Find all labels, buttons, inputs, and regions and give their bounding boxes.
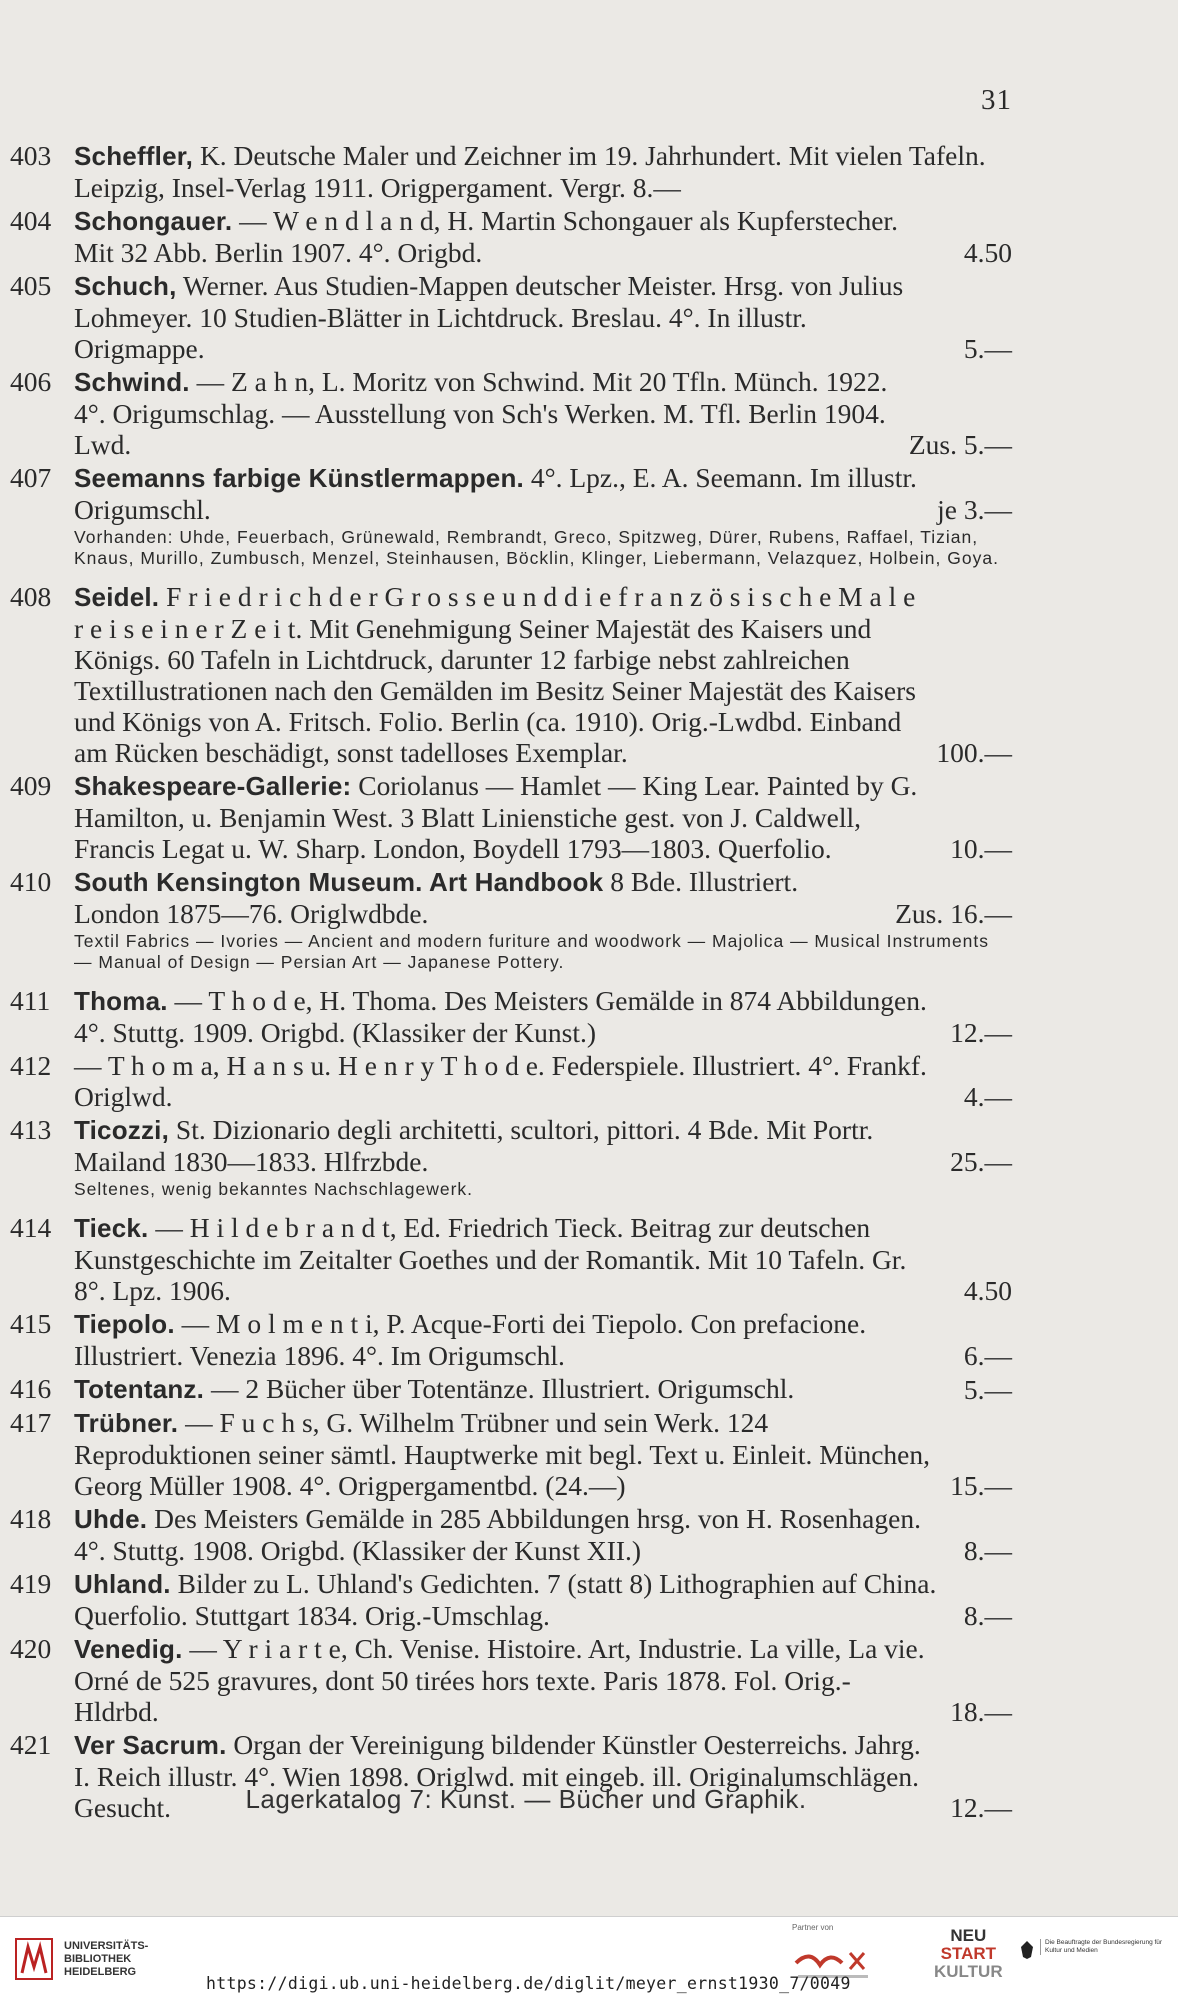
entry-price: 18.— [950, 1696, 1012, 1727]
catalog-entry [10, 1503, 1012, 1566]
entry-price: 6.— [963, 1340, 1012, 1371]
entry-number: 415 [10, 1308, 52, 1339]
entry-author: Trübner. [74, 1408, 179, 1438]
catalog-entry [10, 866, 1012, 929]
entry-number: 409 [10, 770, 52, 801]
entry-description: St. Dizionario degli architetti, scultori, pittori. 4 Bde. Mit Portr. Mailand 1830—1833. Hlfrzbde. [74, 1114, 874, 1177]
entry-author: Seemanns farbige Künstlermappen. [74, 463, 524, 493]
entry-author: Schongauer. [74, 206, 233, 236]
entry-price: 10.— [950, 833, 1012, 864]
entry-number: 417 [10, 1407, 52, 1438]
uni-logo-line-1: UNIVERSITÄTS- [64, 1939, 149, 1952]
entry-author: Tiepolo. [74, 1309, 175, 1339]
entry-price: 25.— [950, 1146, 1012, 1177]
entry-number: 413 [10, 1114, 52, 1145]
entry-author: Shakespeare-Gallerie: [74, 771, 352, 801]
entry-price: 4.50 [963, 1275, 1012, 1306]
catalog-entry [10, 770, 1012, 864]
entry-description: K. Deutsche Maler und Zeichner im 19. Jahrhundert. Mit vielen Tafeln. Leipzig, Insel-Verlag 1911. Origpergament. Vergr. 8.— [74, 140, 986, 203]
source-url-link[interactable]: https://digi.ub.uni-heidelberg.de/diglit/meyer_ernst1930_7/0049 [206, 1974, 851, 1993]
entry-author: Totentanz. [74, 1374, 205, 1404]
entry-description: Organ der Vereinigung bildender Künstler Oesterreichs. Jahrg. I. Reich illustr. 4°. Wien 1898. Origlwd. mit eingeb. ill. Originalumschlägen. Gesucht. [74, 1729, 921, 1823]
entry-note: Seltenes, wenig bekanntes Nachschlagewerk. [74, 1179, 474, 1199]
entry-number: 414 [10, 1212, 52, 1243]
entry-number: 410 [10, 866, 52, 897]
entry-number: 421 [10, 1729, 52, 1760]
entry-number: 412 [10, 1050, 52, 1081]
entry-number: 419 [10, 1568, 52, 1599]
page-number: 31 [981, 84, 1012, 116]
entry-description: — H i l d e b r a n d t, Ed. Friedrich Tieck. Beitrag zur deutschen Kunstgeschichte im Zeitalter Goethes und der Romantik. Mit 10 Tafeln. Gr. 8°. Lpz. 1906. [74, 1212, 907, 1306]
entry-number: 407 [10, 462, 52, 493]
entry-price: je 3.— [937, 494, 1012, 525]
neu-label: NEU [950, 1926, 987, 1945]
entry-description: — M o l m e n t i, P. Acque-Forti dei Tiepolo. Con prefacione. Illustriert. Venezia 1896. 4°. Im Origumschl. [74, 1308, 867, 1371]
entry-price: 8.— [963, 1600, 1012, 1631]
entry-price: Zus. 5.— [908, 429, 1012, 460]
entry-author: Seidel. [74, 582, 160, 612]
partner-label: Partner von [792, 1923, 834, 1932]
entry-number: 408 [10, 581, 52, 612]
catalog-entry [10, 1114, 1012, 1177]
entry-number: 411 [10, 985, 51, 1016]
entry-note: Textil Fabrics — Ivories — Ancient and modern furiture and woodwork — Majolica — Musical Instruments — Manual of Design — Persian Art — Japanese Pottery. [74, 931, 990, 972]
bkm-text: Die Beauftragte der Bundesregierung für Kultur und Medien [1040, 1939, 1163, 1955]
catalog-entry [10, 205, 1012, 268]
entry-number: 420 [10, 1633, 52, 1664]
catalog-footer-caption: Lagerkatalog 7: Kunst. — Bücher und Graphik. [245, 1784, 807, 1814]
catalog-entry [10, 1407, 1012, 1501]
catalog-entries [10, 140, 1012, 1825]
entry-price: 12.— [950, 1792, 1012, 1823]
entry-price: 5.— [963, 1374, 1012, 1405]
entry-description: — 2 Bücher über Totentänze. Illustriert. Origumschl. [210, 1373, 795, 1404]
entry-author: Schuch, [74, 271, 177, 301]
start-label: START [940, 1944, 997, 1963]
entry-author: Tieck. [74, 1213, 149, 1243]
university-library-logo[interactable] [14, 1937, 148, 1981]
kultur-label: KULTUR [934, 1962, 1003, 1981]
bkm-logo[interactable] [1018, 1939, 1163, 1961]
entry-description: F r i e d r i c h d e r G r o s s e u n d d i e f r a n z ö s i s c h e M a l e r e i s e i n e r Z e i t. Mit Genehmigung Seiner Majestät des Kaisers und Königs. 60 Tafeln in Lichtdruck, darunter 12 farbige nebst zahlreichen Textillustrationen nach den Gemälden im Besitz Seiner Majestät des Kaisers und Königs von A. Fritsch. Folio. Berlin (ca. 1910). Orig.-Lwdbd. Einband am Rücken beschädigt, sonst tadelloses Exemplar. [74, 581, 916, 768]
entry-description: — F u c h s, G. Wilhelm Trübner und sein Werk. 124 Reproduktionen seiner sämtl. Hauptwerke mit begl. Text u. Einleit. München, Georg Müller 1908. 4°. Origpergamentbd. (24.—) [74, 1407, 930, 1501]
university-library-logo-icon [14, 1937, 54, 1981]
catalog-entry [10, 1568, 1012, 1631]
entry-price: 15.— [950, 1470, 1012, 1501]
entry-author: Scheffler, [74, 141, 194, 171]
catalog-entry [10, 366, 1012, 460]
entry-description: Coriolanus — Hamlet — King Lear. Painted by G. Hamilton, u. Benjamin West. 3 Blatt Linienstiche gest. von J. Caldwell, Francis Legat u. W. Sharp. London, Boydell 1793—1803. Querfolio. [74, 770, 918, 864]
federal-eagle-icon [1018, 1939, 1036, 1961]
catalog-entry [10, 1050, 1012, 1112]
catalog-entry [10, 270, 1012, 364]
entry-description: — W e n d l a n d, H. Martin Schongauer als Kupferstecher. Mit 32 Abb. Berlin 1907. 4°. Origbd. [74, 205, 898, 268]
entry-description: 8 Bde. Illustriert. London 1875—76. Origlwdbde. [74, 866, 799, 929]
entry-price: 100.— [936, 737, 1012, 768]
entry-description: — T h o m a, H a n s u. H e n r y T h o d e. Federspiele. Illustriert. 4°. Frankf. Origlwd. [74, 1050, 927, 1112]
entry-author: Uhland. [74, 1569, 171, 1599]
entry-author: Thoma. [74, 986, 168, 1016]
entry-description: 4°. Lpz., E. A. Seemann. Im illustr. Origumschl. [74, 462, 917, 525]
catalog-entry [10, 140, 1012, 203]
entry-number: 405 [10, 270, 52, 301]
entry-author: South Kensington Museum. Art Handbook [74, 867, 604, 897]
catalog-entry [10, 581, 1012, 768]
entry-description: — Y r i a r t e, Ch. Venise. Histoire. Art, Industrie. La ville, La vie. Orné de 525 gravures, dont 50 tirées hors texte. Paris 1878. Fol. Orig.-Hldrbd. [74, 1633, 925, 1727]
catalog-entry [10, 1212, 1012, 1306]
entry-number: 406 [10, 366, 52, 397]
entry-number: 416 [10, 1373, 52, 1404]
entry-description: — Z a h n, L. Moritz von Schwind. Mit 20 Tfln. Münch. 1922. 4°. Origumschlag. — Ausstellung von Sch's Werken. M. Tfl. Berlin 1904. Lwd. [74, 366, 888, 460]
entry-number: 404 [10, 205, 52, 236]
entry-description: Bilder zu L. Uhland's Gedichten. 7 (statt 8) Lithographien auf China. Querfolio. Stuttgart 1834. Orig.-Umschlag. [74, 1568, 937, 1631]
entry-note: Vorhanden: Uhde, Feuerbach, Grünewald, Rembrandt, Greco, Spitzweg, Dürer, Rubens, Raffael, Tizian, Knaus, Murillo, Zumbusch, Menzel, Steinhausen, Böcklin, Klinger, Liebermann, Velazquez, Holbein, Goya. [74, 527, 999, 568]
entry-price: 4.— [963, 1081, 1012, 1112]
uni-logo-line-3: HEIDELBERG [64, 1965, 137, 1978]
catalog-entry [10, 985, 1012, 1048]
entry-price: 4.50 [963, 237, 1012, 268]
entry-author: Ver Sacrum. [74, 1730, 227, 1760]
entry-author: Schwind. [74, 367, 190, 397]
entry-number: 418 [10, 1503, 52, 1534]
entry-description: Werner. Aus Studien-Mappen deutscher Meister. Hrsg. von Julius Lohmeyer. 10 Studien-Blätter in Lichtdruck. Breslau. 4°. In illustr. Origmappe. [74, 270, 904, 364]
entry-price: Zus. 16.— [895, 898, 1012, 929]
catalog-entry [10, 1633, 1012, 1727]
entry-author: Uhde. [74, 1504, 148, 1534]
entry-price: 5.— [963, 333, 1012, 364]
entry-author: Venedig. [74, 1634, 183, 1664]
entry-author: Ticozzi, [74, 1115, 170, 1145]
entry-description: — T h o d e, H. Thoma. Des Meisters Gemälde in 874 Abbildungen. 4°. Stuttg. 1909. Origbd. (Klassiker der Kunst.) [74, 985, 927, 1048]
catalog-entry [10, 1373, 1012, 1405]
entry-price: 8.— [963, 1535, 1012, 1566]
catalog-entry [10, 1308, 1012, 1371]
entry-number: 403 [10, 140, 52, 171]
entry-description: Des Meisters Gemälde in 285 Abbildungen hrsg. von H. Rosenhagen. 4°. Stuttg. 1908. Origbd. (Klassiker der Kunst XII.) [74, 1503, 921, 1566]
entry-price: 12.— [950, 1017, 1012, 1048]
catalog-entry [10, 462, 1012, 525]
uni-logo-line-2: BIBLIOTHEK [64, 1952, 132, 1965]
neustart-kultur-logo[interactable] [934, 1927, 1003, 1981]
